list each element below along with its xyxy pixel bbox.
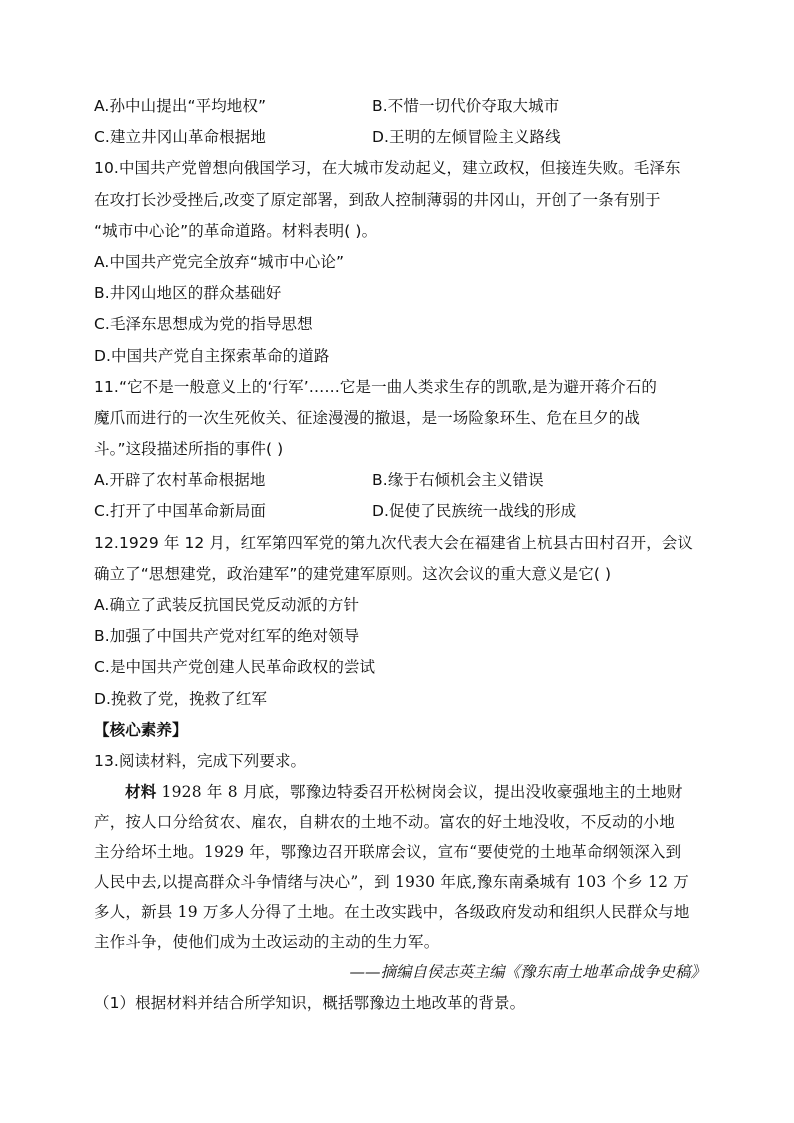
- q10-stem-line-2: 在攻打长沙受挫后,改变了原定部署，到敌人控制薄弱的井冈山，开创了一条有别于: [94, 190, 661, 209]
- q11-stem-line-3: 斗。”这段描述所指的事件( ): [94, 440, 284, 459]
- q11-options-row-2: [94, 496, 706, 527]
- q10-option-a[interactable]: A.中国共产党完全放弃“城市中心论”: [94, 252, 345, 271]
- q13-material-line-4: 人民中去,以提高群众斗争情绪与决心”，到 1930 年底,豫东南桑城有 103 个乡 12 万: [94, 873, 689, 892]
- q9-option-c[interactable]: C.建立井冈山革命根据地: [94, 128, 266, 147]
- q11-option-a[interactable]: A.开辟了农村革命根据地: [94, 471, 266, 490]
- q13-material: [94, 777, 706, 957]
- q13-material-text-1: 1928 年 8 月底，鄂豫边特委召开松树岗会议，提出没收豪强地主的土地财: [156, 783, 683, 802]
- q10-option-d[interactable]: D.中国共产党自主探索革命的道路: [94, 346, 330, 365]
- q9-options-row-2: [94, 122, 706, 153]
- q12-stem-line-1: 12.1929 年 12 月，红军第四军党的第九次代表大会在福建省上杭县古田村召开，会议: [94, 533, 694, 552]
- q9-option-a[interactable]: A.孙中山提出“平均地权”: [94, 97, 267, 115]
- q10-stem-line-3: “城市中心论”的革命道路。材料表明( )。: [94, 221, 378, 240]
- q13-material-line-1: [94, 777, 706, 807]
- q13-material-line-5: 多人，新县 19 万多人分得了土地。在土改实践中，各级政府发动和组织人民群众与地: [94, 903, 690, 922]
- q12-option-d[interactable]: D.挽救了党，挽救了红军: [94, 689, 268, 708]
- q11-option-d[interactable]: D.促使了民族统一战线的形成: [372, 502, 577, 521]
- q11-option-b[interactable]: B.缘于右倾机会主义错误: [372, 471, 544, 490]
- q13-material-line-2: 产，按人口分给贫农、雇农，自耕农的土地不动。富农的好土地没收，不反动的小地: [94, 813, 675, 832]
- q10-option-b[interactable]: B.井冈山地区的群众基础好: [94, 284, 282, 303]
- q12-stem-line-2: 确立了“思想建党，政治建军”的建党建军原则。这次会议的重大意义是它( ): [94, 564, 612, 583]
- q13-material-line-6: 主作斗争，使他们成为土改运动的主动的生力军。: [94, 933, 440, 952]
- q13-citation: ——摘编自侯志英主编《豫东南土地革命战争史稿》: [349, 963, 706, 982]
- q11-option-c[interactable]: C.打开了中国革命新局面: [94, 502, 266, 521]
- q12-option-c[interactable]: C.是中国共产党创建人民革命政权的尝试: [94, 658, 376, 677]
- q12-option-a[interactable]: A.确立了武装反抗国民党反动派的方针: [94, 596, 360, 614]
- q10-stem-line-1: 10.中国共产党曾想向俄国学习，在大城市发动起义，建立政权，但接连失败。毛泽东: [94, 159, 681, 178]
- q10-option-c[interactable]: C.毛泽东思想成为党的指导思想: [94, 315, 313, 334]
- q13-sub-question-1: （1）根据材料并结合所学知识，概括鄂豫边土地改革的背景。: [94, 994, 526, 1013]
- q12-option-b[interactable]: B.加强了中国共产党对红军的绝对领导: [94, 627, 360, 646]
- q13-material-line-3: 主分给坏土地。1929 年，鄂豫边召开联席会议，宣布“要使党的土地革命纲领深入到: [94, 843, 682, 862]
- q9-option-b[interactable]: B.不惜一切代价夺取大城市: [372, 97, 560, 115]
- section-heading: 【核心素养】: [94, 720, 188, 739]
- q9-options-row-1: [94, 91, 706, 122]
- q13-material-label: 材料: [125, 782, 157, 802]
- q11-options-row-1: [94, 465, 706, 496]
- exam-page: [94, 91, 706, 1019]
- q9-option-d[interactable]: D.王明的左倾冒险主义路线: [372, 128, 561, 147]
- q13-intro: 13.阅读材料，完成下列要求。: [94, 751, 307, 770]
- q11-stem-line-2: 魔爪而进行的一次生死攸关、征途漫漫的撤退，是一场险象环生、危在旦夕的战: [94, 408, 641, 427]
- q11-stem-line-1: 11.“它不是一般意义上的‘行军’……它是一曲人类求生存的凯歌,是为避开蒋介石的: [94, 377, 657, 396]
